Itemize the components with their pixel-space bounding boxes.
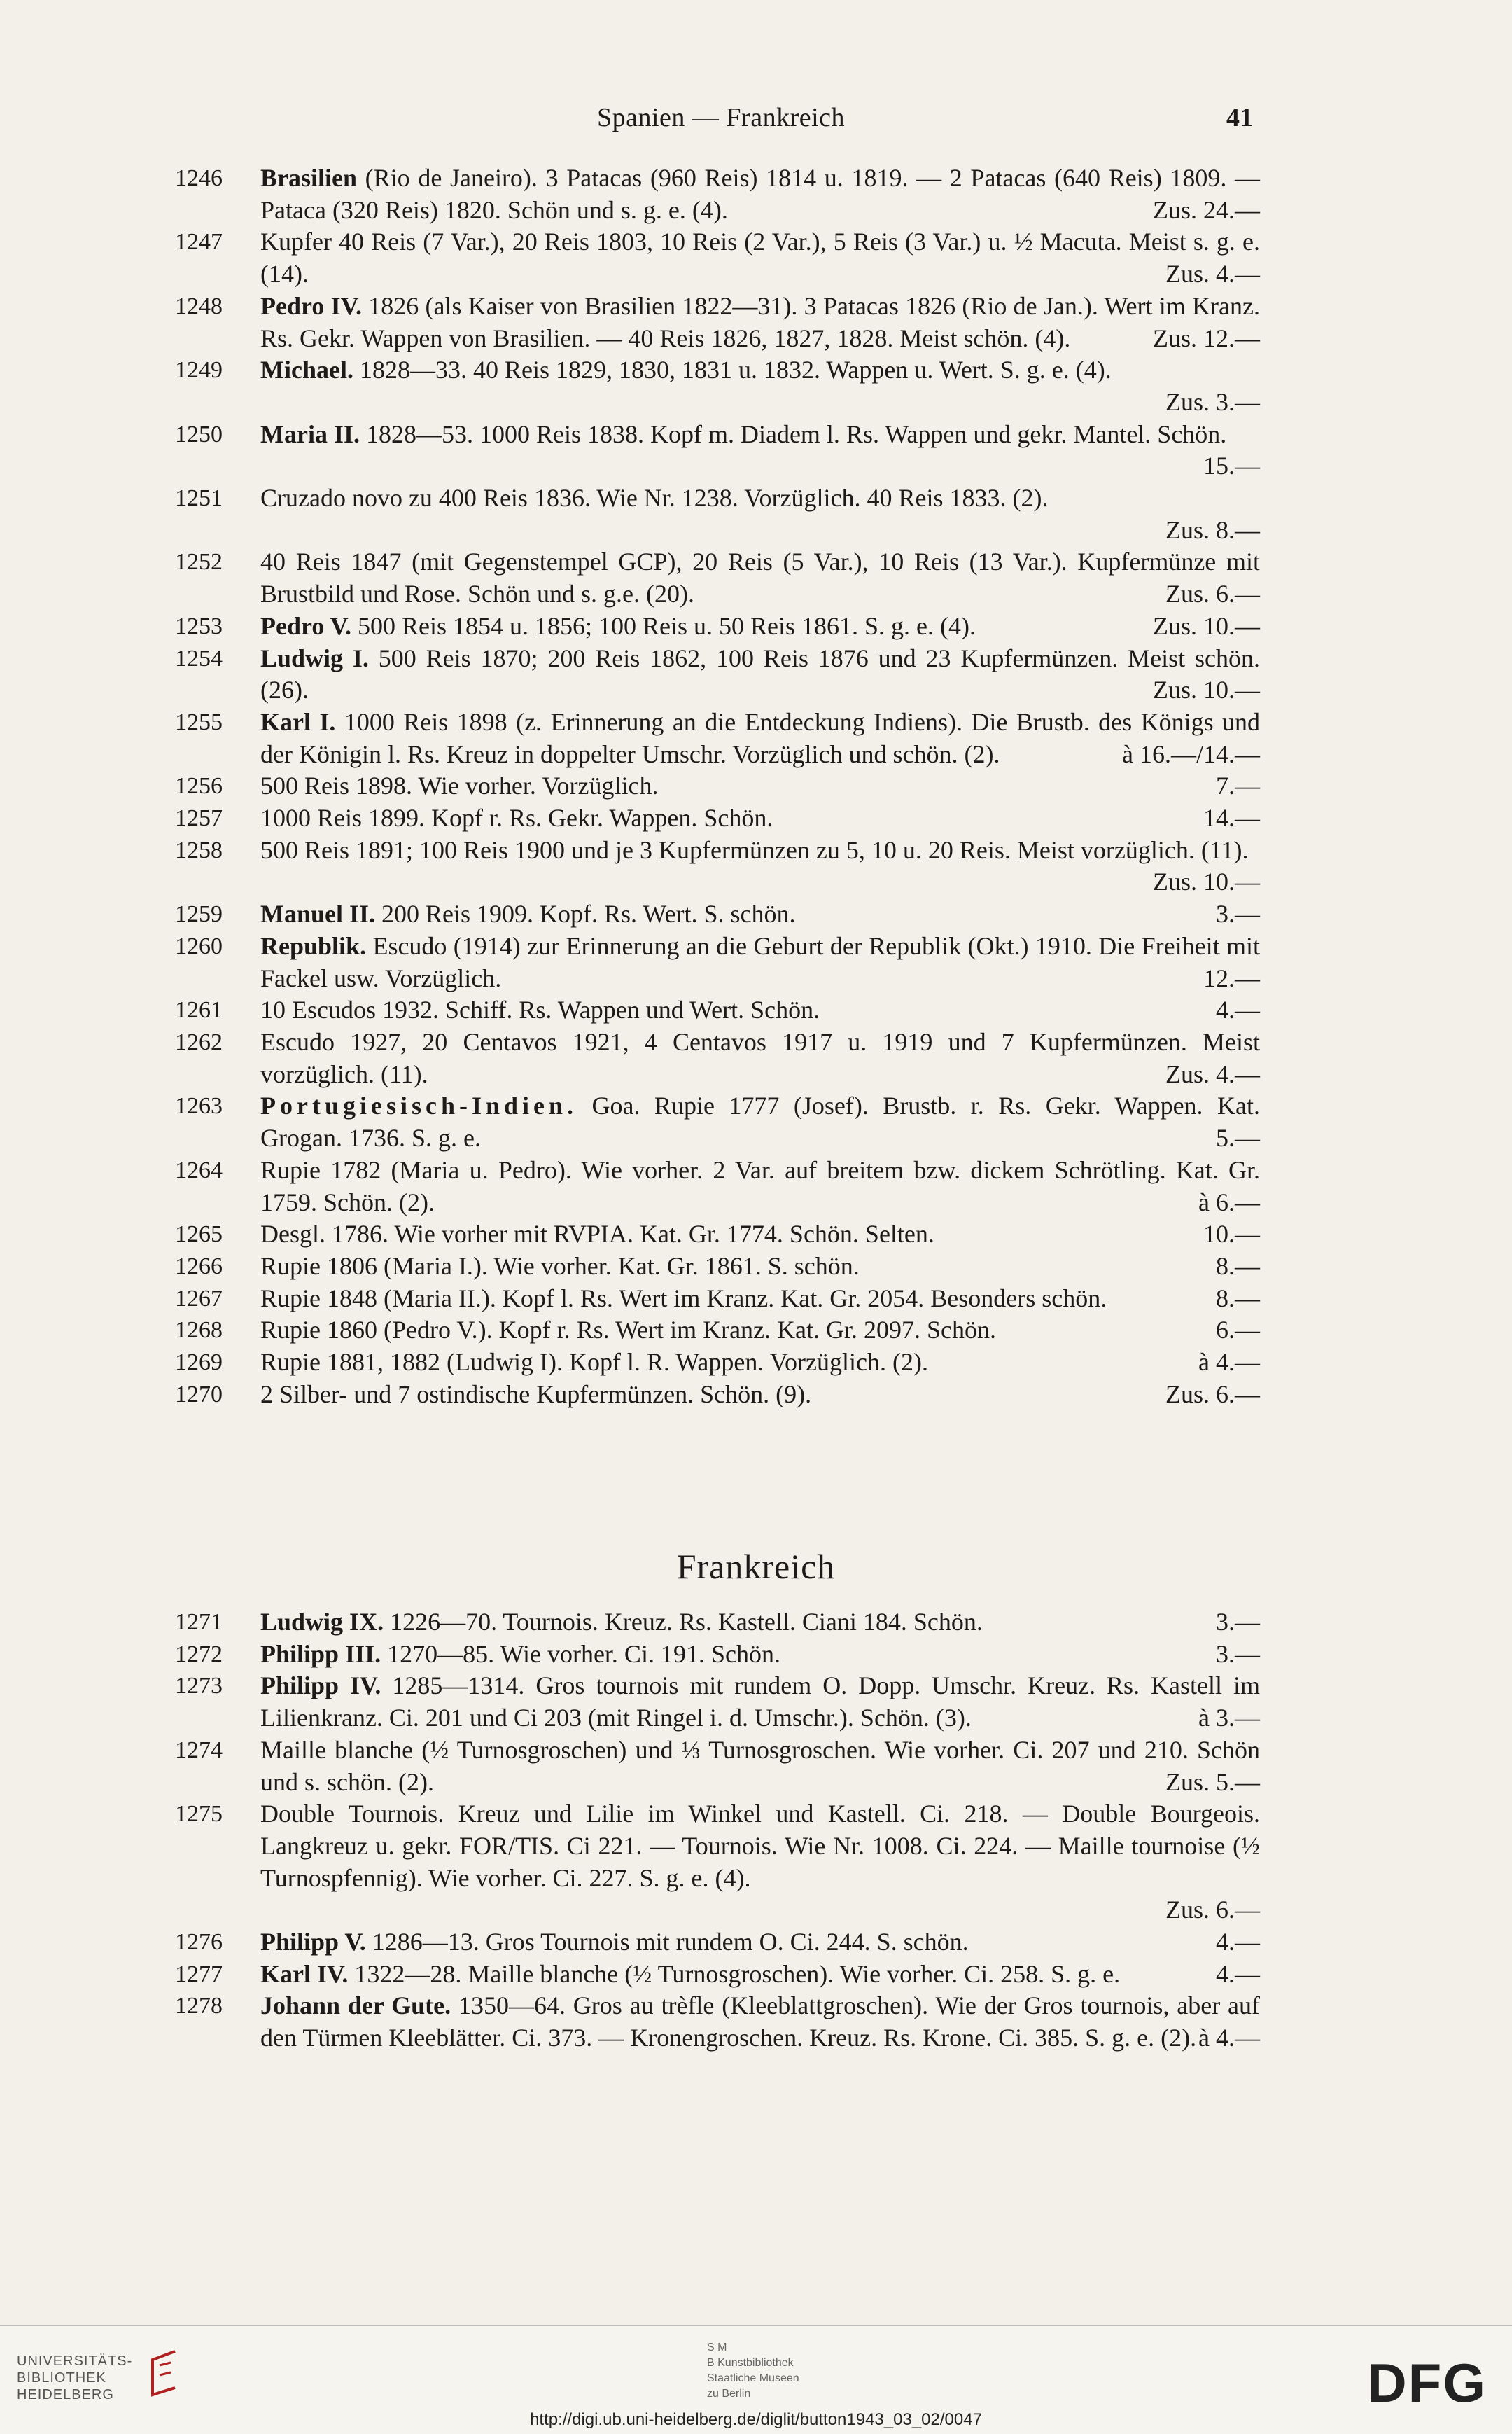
lot-number: 1267 [175, 1285, 223, 1312]
lot-number: 1260 [175, 933, 223, 959]
entry-body: 1270—85. Wie vorher. Ci. 191. Schön. [381, 1639, 780, 1668]
lot-number: 1270 [175, 1381, 223, 1407]
uni-line: BIBLIOTHEK [17, 2370, 106, 2386]
university-library-logo[interactable] [17, 2353, 132, 2403]
entry-description [260, 994, 1260, 1027]
entry-body: 40 Reis 1847 (mit Gegenstempel GCP), 20 Reis (5 Var.), 10 Reis (13 Var.). Kupfermünze mit Brustbild und Rose. Schön und s. g.e. (20). [260, 548, 1260, 608]
catalog-entry [0, 1639, 1512, 1671]
lot-number: 1254 [175, 645, 223, 672]
catalog-entry [0, 1379, 1512, 1411]
lot-number: 1257 [175, 805, 223, 832]
price: Zus. 24.— [1153, 195, 1260, 224]
price: 12.— [1203, 964, 1260, 992]
lot-number: 1273 [175, 1673, 223, 1699]
price: Zus. 12.— [1153, 324, 1260, 352]
entry-description [260, 1990, 1260, 2054]
price: Zus. 6.— [1166, 1896, 1260, 1924]
catalog-entry [0, 1734, 1512, 1798]
source-url-link[interactable]: http://digi.ub.uni-heidelberg.de/diglit/button1943_03_02/0047 [530, 2410, 982, 2429]
stamp-line: B Kunstbibliothek [707, 2357, 794, 2369]
section-title: Frankreich [676, 1547, 836, 1586]
entry-body: 500 Reis 1870; 200 Reis 1862, 100 Reis 1876 und 23 Kupfermünzen. Meist schön. (26). [260, 644, 1260, 704]
catalog-entry [0, 1090, 1512, 1154]
stamp-line: Staatliche Museen [707, 2372, 799, 2384]
price: Zus. 10.— [1153, 868, 1260, 896]
entry-description [260, 835, 1260, 898]
entry-body: 1285—1314. Gros tournois mit rundem O. Dopp. Umschr. Kreuz. Rs. Kastell im Lilienkranz. Ci. 201 und Ci 203 (mit Ringel i. d. Umschr.). Schön. (3). [260, 1671, 1260, 1732]
entry-description [260, 931, 1260, 994]
lot-number: 1275 [175, 1801, 223, 1828]
lot-number: 1253 [175, 613, 223, 639]
running-head: Spanien — Frankreich [596, 103, 846, 132]
entry-description [260, 1251, 1260, 1283]
entry-body: (Rio de Janeiro). 3 Patacas (960 Reis) 1814 u. 1819. — 2 Patacas (640 Reis) 1809. — Pataca (320 Reis) 1820. Schön und s. g. e. (4). [260, 164, 1260, 224]
entry-body: Rupie 1782 (Maria u. Pedro). Wie vorher. 2 Var. auf breitem bzw. dickem Schrötling. Kat. Gr. 1759. Schön. (2). [260, 1155, 1260, 1216]
entry-description [260, 1959, 1260, 1991]
entry-description [260, 898, 1260, 931]
catalog-entry [0, 802, 1512, 835]
catalog-entry [0, 546, 1512, 610]
entry-body: Rupie 1848 (Maria II.). Kopf l. Rs. Wert im Kranz. Kat. Gr. 2054. Besonders schön. [260, 1284, 1107, 1312]
stamp-line: S M [707, 2342, 727, 2353]
entry-description [260, 1606, 1260, 1639]
entry-description [260, 354, 1260, 418]
entry-body: 1000 Reis 1899. Kopf r. Rs. Gekr. Wappen. Schön. [260, 804, 774, 833]
entry-body: 500 Reis 1898. Wie vorher. Vorzüglich. [260, 772, 659, 800]
entry-body: 500 Reis 1891; 100 Reis 1900 und je 3 Kupfermünzen zu 5, 10 u. 20 Reis. Meist vorzüglich. (11). [260, 835, 1249, 864]
price: à 6.— [1198, 1188, 1260, 1216]
catalog-entry [0, 1959, 1512, 1991]
catalog-entry [0, 419, 1512, 482]
entry-body: 1828—33. 40 Reis 1829, 1830, 1831 u. 1832. Wappen u. Wert. S. g. e. (4). [353, 356, 1112, 384]
entry-heading: Brasilien [260, 164, 358, 192]
entry-body: Double Tournois. Kreuz und Lilie im Winkel und Kastell. Ci. 218. — Double Bourgeois. Langkreuz u. gekr. FOR/TIS. Ci 221. — Tournois. Wie Nr. 1008. Ci. 224. — Maille tournoise (½ Turnospfennig). Wie vorher. Ci. 227. S. g. e. (4). [260, 1800, 1260, 1892]
catalog-entry [0, 707, 1512, 770]
entry-body: Cruzado novo zu 400 Reis 1836. Wie Nr. 1238. Vorzüglich. 40 Reis 1833. (2). [260, 484, 1049, 513]
entry-description [260, 482, 1260, 546]
price: 8.— [1216, 1284, 1260, 1312]
entry-description [260, 1218, 1260, 1251]
entry-heading: Johann der Gute. [260, 1991, 451, 2020]
price: 4.— [1216, 1928, 1260, 1956]
entry-heading: Pedro V. [260, 611, 352, 640]
entry-body: 1828—53. 1000 Reis 1838. Kopf m. Diadem l. Rs. Wappen und gekr. Mantel. Schön. [359, 419, 1227, 448]
entry-body: Desgl. 1786. Wie vorher mit RVPIA. Kat. Gr. 1774. Schön. Selten. [260, 1220, 934, 1249]
catalog-entry [0, 835, 1512, 898]
lot-number: 1261 [175, 997, 223, 1024]
lot-number: 1271 [175, 1609, 223, 1635]
price: 7.— [1216, 772, 1260, 800]
entry-description [260, 1734, 1260, 1798]
entry-description [260, 1798, 1260, 1926]
entry-heading: Manuel II. [260, 900, 376, 929]
entry-heading: Portugiesisch-Indien. [260, 1092, 578, 1120]
entry-body: 1286—13. Gros Tournois mit rundem O. Ci. 244. S. schön. [365, 1928, 969, 1956]
entry-body: 200 Reis 1909. Kopf. Rs. Wert. S. schön. [375, 900, 796, 929]
price: à 4.— [1198, 1348, 1260, 1377]
lot-number: 1247 [175, 229, 223, 256]
entry-heading: Philipp IV. [260, 1671, 382, 1700]
entry-body: Goa. Rupie 1777 (Josef). Brustb. r. Rs. Gekr. Wappen. Kat. Grogan. 1736. S. g. e. [260, 1092, 1260, 1153]
catalog-entry [0, 770, 1512, 802]
entry-description [260, 1926, 1260, 1959]
lot-number: 1274 [175, 1737, 223, 1763]
library-stamp [707, 2340, 799, 2402]
entry-body: 1826 (als Kaiser von Brasilien 1822—31). 3 Patacas 1826 (Rio de Jan.). Wert im Kranz. Rs. Gekr. Wappen von Brasilien. — 40 Reis 1826, 1827, 1828. Meist schön. (4). [260, 291, 1260, 352]
lot-number: 1248 [175, 293, 223, 319]
entry-description [260, 226, 1260, 290]
footer [0, 2325, 1512, 2434]
lot-number: 1256 [175, 773, 223, 800]
lot-number: 1265 [175, 1221, 223, 1248]
price: 6.— [1216, 1316, 1260, 1344]
catalog-entry [0, 1798, 1512, 1926]
price: Zus. 4.— [1166, 260, 1260, 288]
price: Zus. 10.— [1153, 676, 1260, 704]
entry-description [260, 1670, 1260, 1734]
catalog-entry [0, 1314, 1512, 1347]
page-header [182, 102, 1260, 137]
catalog-entry [0, 354, 1512, 418]
entry-description [260, 291, 1260, 354]
lot-number: 1258 [175, 837, 223, 863]
dfg-logo[interactable]: DFG [1367, 2352, 1487, 2414]
entry-heading: Maria II. [260, 419, 360, 448]
entry-description [260, 1314, 1260, 1347]
lot-number: 1250 [175, 421, 223, 447]
price: 10.— [1203, 1220, 1260, 1249]
entry-body: Maille blanche (½ Turnosgroschen) und ⅓ Turnosgroschen. Wie vorher. Ci. 207 und 210. Schön und s. schön. (2). [260, 1735, 1260, 1796]
entry-description [260, 1027, 1260, 1090]
catalog-entry [0, 611, 1512, 643]
price: 15.— [1203, 452, 1260, 480]
price: à 4.— [1198, 2024, 1260, 2052]
catalog-entry [0, 1990, 1512, 2054]
lot-number: 1269 [175, 1349, 223, 1376]
catalog-entry [0, 226, 1512, 290]
entry-description [260, 1090, 1260, 1154]
lot-number: 1249 [175, 357, 223, 384]
entry-body: Rupie 1860 (Pedro V.). Kopf r. Rs. Wert im Kranz. Kat. Gr. 2097. Schön. [260, 1316, 997, 1344]
entry-description [260, 546, 1260, 610]
entry-body: Rupie 1806 (Maria I.). Wie vorher. Kat. Gr. 1861. S. schön. [260, 1251, 860, 1280]
entry-description [260, 419, 1260, 482]
lot-number: 1252 [175, 549, 223, 576]
entry-description [260, 770, 1260, 802]
catalog-entry [0, 1926, 1512, 1959]
catalog-entry [0, 1218, 1512, 1251]
entry-heading: Republik. [260, 931, 367, 960]
catalog-section-frankreich [0, 1606, 1512, 2054]
price: Zus. 5.— [1166, 1767, 1260, 1796]
entry-description [260, 707, 1260, 770]
lot-number: 1272 [175, 1641, 223, 1667]
price: 4.— [1216, 996, 1260, 1024]
price: 4.— [1216, 1959, 1260, 1988]
entry-heading: Philipp V. [260, 1928, 366, 1956]
entry-heading: Karl IV. [260, 1959, 349, 1988]
entry-heading: Ludwig I. [260, 644, 369, 672]
entry-body: 10 Escudos 1932. Schiff. Rs. Wappen und Wert. Schön. [260, 996, 820, 1024]
lot-number: 1259 [175, 901, 223, 928]
entry-description [260, 1379, 1260, 1411]
catalog-entry [0, 1027, 1512, 1090]
catalog-entry [0, 1670, 1512, 1734]
entry-description [260, 802, 1260, 835]
entry-description [260, 1639, 1260, 1671]
lot-number: 1251 [175, 485, 223, 512]
price: 3.— [1216, 1608, 1260, 1636]
lot-number: 1255 [175, 709, 223, 735]
entry-description [260, 162, 1260, 226]
catalog-entry [0, 1155, 1512, 1218]
lot-number: 1277 [175, 1961, 223, 1987]
lot-number: 1262 [175, 1029, 223, 1055]
entry-body: 1350—64. Gros au trèfle (Kleeblattgroschen). Wie der Gros tournois, aber auf den Türmen Kleeblätter. Ci. 373. — Kronengroschen. Kreuz. Rs. Krone. Ci. 385. S. g. e. (2). [260, 1991, 1260, 2052]
catalog-entry [0, 1283, 1512, 1315]
entry-description [260, 1155, 1260, 1218]
page-number: 41 [1226, 103, 1253, 132]
price: Zus. 4.— [1166, 1059, 1260, 1088]
entry-heading: Ludwig IX. [260, 1608, 384, 1636]
entry-body: Kupfer 40 Reis (7 Var.), 20 Reis 1803, 10 Reis (2 Var.), 5 Reis (3 Var.) u. ½ Macuta. Meist s. g. e. (14). [260, 228, 1260, 288]
catalog-entry [0, 931, 1512, 994]
catalog-entry [0, 1606, 1512, 1639]
price: Zus. 6.— [1166, 1379, 1260, 1408]
university-emblem-icon [140, 2346, 182, 2402]
catalog-entry [0, 898, 1512, 931]
entry-heading: Pedro IV. [260, 291, 362, 320]
entry-body: Escudo (1914) zur Erinnerung an die Geburt der Republik (Okt.) 1910. Die Freiheit mit Fackel usw. Vorzüglich. [260, 931, 1260, 992]
entry-body: 1322—28. Maille blanche (½ Turnosgroschen). Wie vorher. Ci. 258. S. g. e. [348, 1959, 1121, 1988]
catalog-entry [0, 482, 1512, 546]
uni-line: UNIVERSITÄTS- [17, 2353, 133, 2369]
price: 14.— [1203, 804, 1260, 833]
entry-body: 2 Silber- und 7 ostindische Kupfermünzen. Schön. (9). [260, 1379, 812, 1408]
price: 3.— [1216, 900, 1260, 929]
lot-number: 1276 [175, 1929, 223, 1956]
catalog-entry [0, 1251, 1512, 1283]
lot-number: 1268 [175, 1317, 223, 1344]
stamp-line: zu Berlin [707, 2388, 751, 2400]
entry-heading: Karl I. [260, 707, 336, 736]
price: Zus. 3.— [1166, 387, 1260, 416]
catalog-entry [0, 1347, 1512, 1379]
lot-number: 1266 [175, 1253, 223, 1279]
entry-body: 1226—70. Tournois. Kreuz. Rs. Kastell. Ciani 184. Schön. [384, 1608, 983, 1636]
catalog-entry [0, 291, 1512, 354]
price: à 3.— [1198, 1704, 1260, 1732]
catalog-entry [0, 643, 1512, 707]
price: 8.— [1216, 1251, 1260, 1280]
lot-number: 1264 [175, 1157, 223, 1183]
entry-heading: Michael. [260, 356, 354, 384]
entry-body: Rupie 1881, 1882 (Ludwig I). Kopf l. R. Wappen. Vorzüglich. (2). [260, 1348, 928, 1377]
entry-body: 1000 Reis 1898 (z. Erinnerung an die Entdeckung Indiens). Die Brustb. des Königs und der Königin l. Rs. Kreuz in doppelter Umschr. Vorzüglich und schön. (2). [260, 707, 1261, 768]
entry-description [260, 1283, 1260, 1315]
entry-body: 500 Reis 1854 u. 1856; 100 Reis u. 50 Reis 1861. S. g. e. (4). [351, 611, 976, 640]
lot-number: 1278 [175, 1993, 223, 2019]
price: Zus. 10.— [1153, 611, 1260, 640]
uni-line: HEIDELBERG [17, 2387, 114, 2402]
price: 5.— [1216, 1124, 1260, 1153]
price: 3.— [1216, 1639, 1260, 1668]
catalog-section-spanien [0, 162, 1512, 1410]
lot-number: 1246 [175, 165, 223, 191]
catalog-entry [0, 162, 1512, 226]
entry-description [260, 643, 1260, 707]
price: à 16.—/14.— [1122, 739, 1260, 768]
price: Zus. 8.— [1166, 515, 1260, 544]
entry-heading: Philipp III. [260, 1639, 382, 1668]
entry-description [260, 1347, 1260, 1379]
catalog-entry [0, 994, 1512, 1027]
entry-description [260, 611, 1260, 643]
lot-number: 1263 [175, 1093, 223, 1120]
entry-body: Escudo 1927, 20 Centavos 1921, 4 Centavos 1917 u. 1919 und 7 Kupfermünzen. Meist vorzüglich. (11). [260, 1027, 1260, 1088]
price: Zus. 6.— [1166, 580, 1260, 608]
